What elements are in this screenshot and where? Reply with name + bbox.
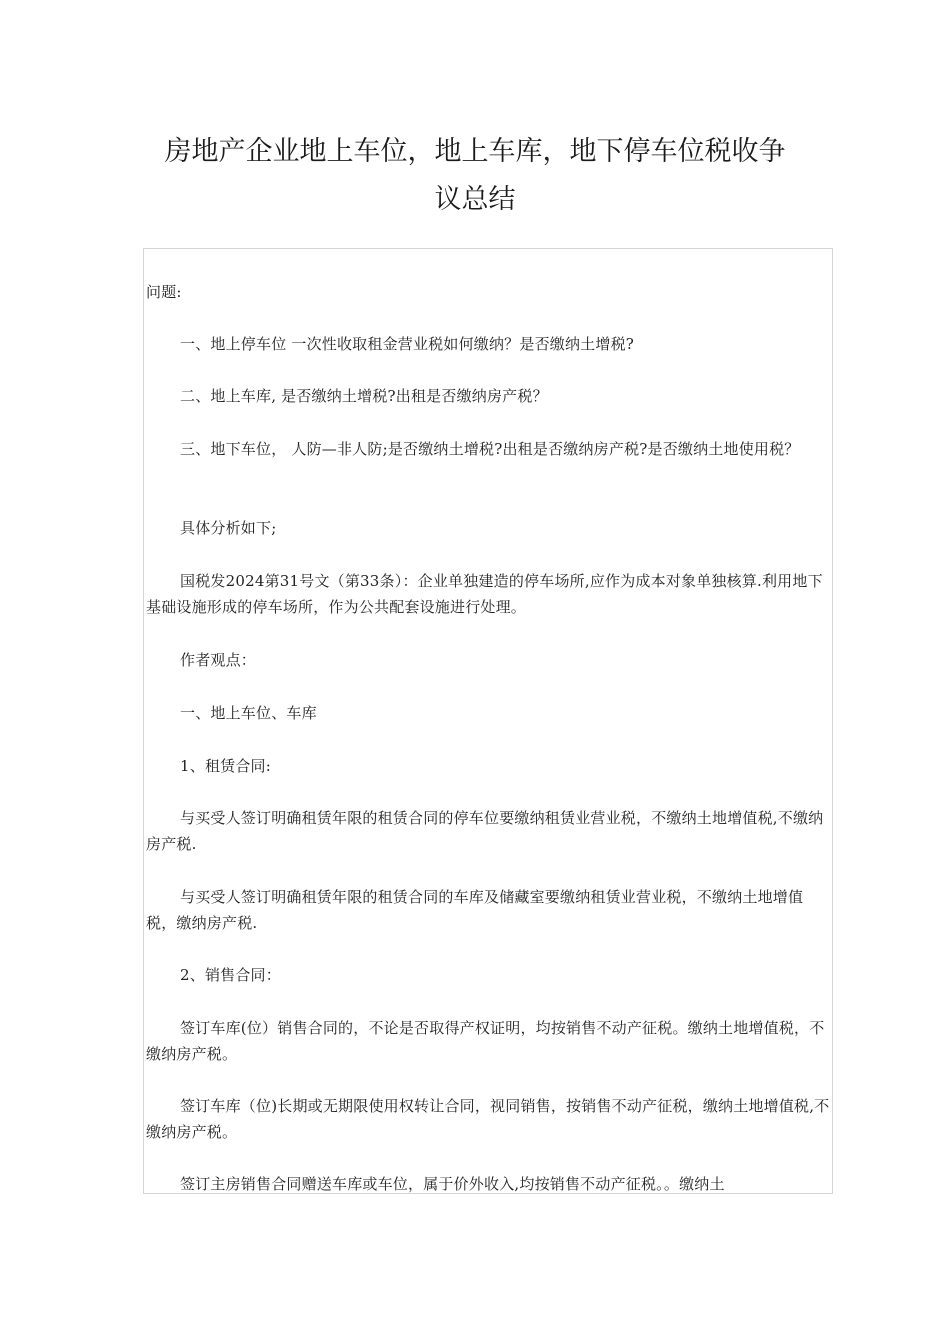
paragraph-regulation: 国税发2024第31号文（第33条）：企业单独建造的停车场所,应作为成本对象单独核算.利用地下基础设施形成的停车场所，作为公共配套设施进行处理。 <box>146 572 823 616</box>
paragraph-usage-transfer: 签订车库（位)长期或无期限使用权转让合同，视同销售，按销售不动产征税，缴纳土地增值税,不缴纳房产税。 <box>146 1097 830 1141</box>
paragraph-lease-parking: 与买受人签订明确租赁年限的租赁合同的停车位要缴纳租赁业营业税，不缴纳土地增值税,不缴纳房产税. <box>146 809 824 853</box>
paragraph-question-3: 三、地下车位， 人防—非人防;是否缴纳土增税?出租是否缴纳房产税?是否缴纳土地使用税？ <box>180 440 800 458</box>
paragraph-analysis-intro: 具体分析如下; <box>180 519 277 537</box>
paragraph-question-heading: 问题: <box>146 283 182 301</box>
document-title <box>0 128 950 224</box>
paragraph-gift-garage: 签订主房销售合同赠送车库或车位，属于价外收入,均按销售不动产征税。。缴纳土 <box>180 1175 725 1193</box>
paragraph-lease-garage: 与买受人签订明确租赁年限的租赁合同的车库及储藏室要缴纳租赁业营业税，不缴纳土地增值税，缴纳房产税. <box>146 888 804 932</box>
document-title-line-1: 房地产企业地上车位，地上车库，地下停车位税收争 <box>164 136 786 167</box>
paragraph-section-1: 一、地上车位、车库 <box>180 704 317 722</box>
document-title-line-2: 议总结 <box>434 184 516 215</box>
document-body <box>143 248 833 1194</box>
paragraph-sales-garage: 签订车库(位）销售合同的，不论是否取得产权证明，均按销售不动产征税。缴纳土地增值税，不缴纳房产税。 <box>146 1019 825 1063</box>
paragraph-lease-contract: 1、租赁合同: <box>180 757 271 775</box>
paragraph-question-2: 二、地上车库, 是否缴纳土增税?出租是否缴纳房产税？ <box>180 387 548 405</box>
paragraph-question-1: 一、地上停车位 一次性收取租金营业税如何缴纳？是否缴纳土增税? <box>180 335 635 353</box>
paragraph-sales-contract: 2、销售合同： <box>180 966 281 984</box>
paragraph-author-view: 作者观点： <box>180 651 257 669</box>
